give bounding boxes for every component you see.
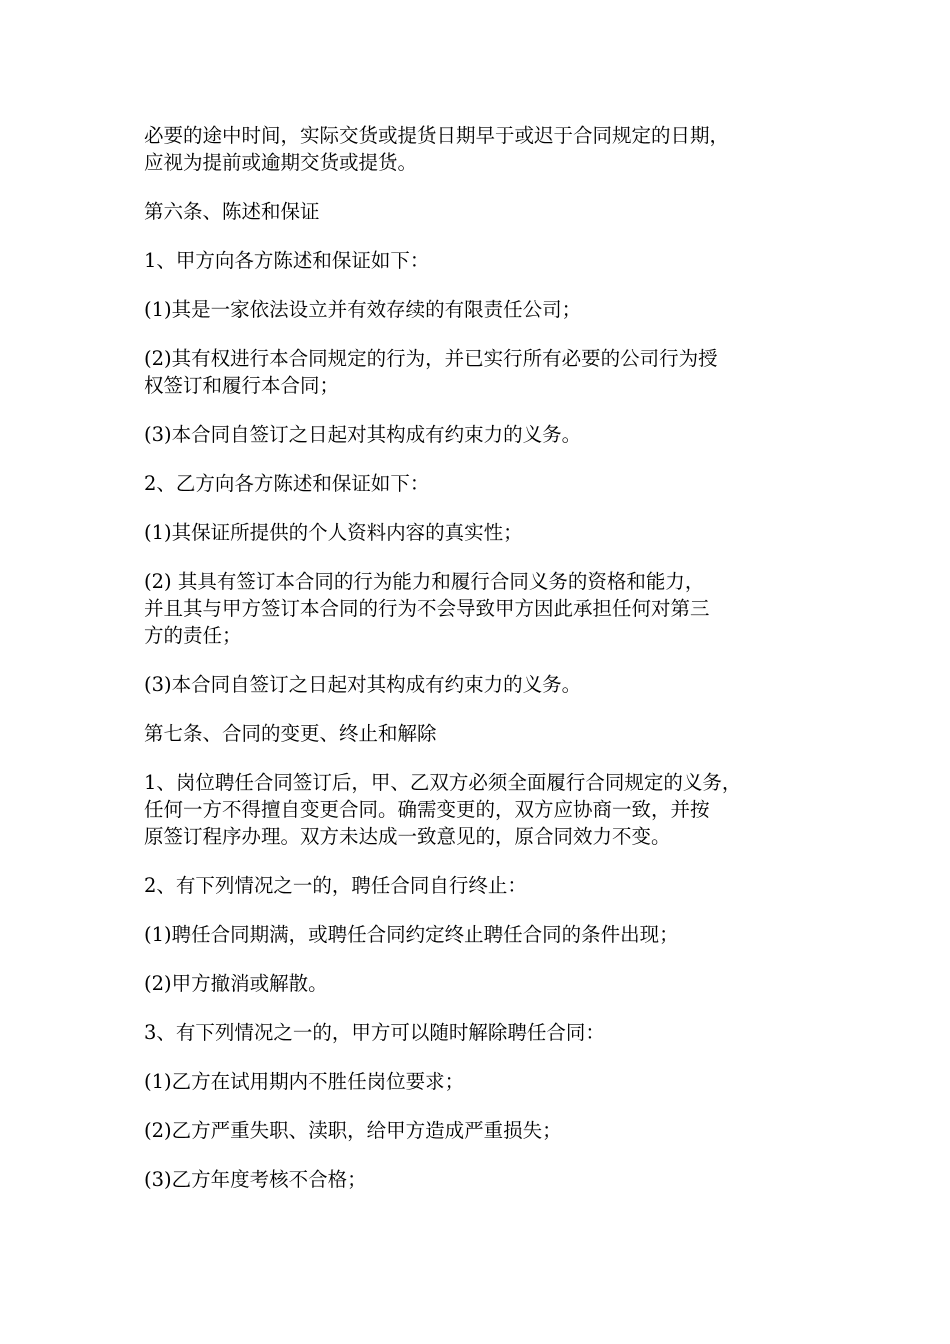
text-line: 2、乙方向各方陈述和保证如下： [144,472,430,495]
text-line: (3)本合同自签订之日起对其构成有约束力的义务。 [144,673,582,696]
paragraph-delivery-time [144,122,844,176]
text-line: 方的责任； [144,624,242,647]
text-line: (1)聘任合同期满，或聘任合同约定终止聘任合同的条件出现； [144,923,679,946]
text-line: 1、岗位聘任合同签订后，甲、乙双方必须全面履行合同规定的义务， [144,771,742,794]
text-line: 2、有下列情况之一的，聘任合同自行终止： [144,874,527,897]
clause-party-b-representations [144,470,844,497]
document-body [144,122,844,1215]
text-line: (3)本合同自签订之日起对其构成有约束力的义务。 [144,423,582,446]
text-line: 权签订和履行本合同； [144,374,340,397]
text-line: (1)其是一家依法设立并有效存续的有限责任公司； [144,298,582,321]
text-line: 原签订程序办理。双方未达成一致意见的，原合同效力不变。 [144,825,671,848]
list-item [144,1166,844,1193]
text-line: 任何一方不得擅自变更合同。确需变更的，双方应协商一致，并按 [144,798,710,821]
list-item [144,671,844,698]
list-item [144,921,844,948]
text-line: (1)乙方在试用期内不胜任岗位要求； [144,1070,465,1093]
list-item [144,568,844,649]
text-line: 并且其与甲方签订本合同的行为不会导致甲方因此承担任何对第三 [144,597,710,620]
list-item [144,519,844,546]
clause-termination-by-party-a [144,1019,844,1046]
text-line: (1)其保证所提供的个人资料内容的真实性； [144,521,523,544]
list-item [144,970,844,997]
list-item [144,345,844,399]
clause-party-a-representations [144,247,844,274]
text-line: 必要的途中时间，实际交货或提货日期早于或迟于合同规定的日期， [144,124,730,147]
text-line: 应视为提前或逾期交货或提货。 [144,151,418,174]
list-item [144,421,844,448]
list-item [144,1068,844,1095]
text-line: (3)乙方年度考核不合格； [144,1168,367,1191]
text-line: 第六条、陈述和保证 [144,200,320,223]
list-item [144,296,844,323]
text-line: 第七条、合同的变更、终止和解除 [144,722,437,745]
text-line: (2) 其具有签订本合同的行为能力和履行合同义务的资格和能力， [144,570,705,593]
clause-contract-modification [144,769,844,850]
section-heading-article-7 [144,720,844,747]
text-line: (2)其有权进行本合同规定的行为，并已实行所有必要的公司行为授 [144,347,718,370]
text-line: (2)乙方严重失职、渎职，给甲方造成严重损失； [144,1119,562,1142]
list-item [144,1117,844,1144]
clause-automatic-termination [144,872,844,899]
text-line: (2)甲方撤消或解散。 [144,972,328,995]
text-line: 1、甲方向各方陈述和保证如下： [144,249,430,272]
text-line: 3、有下列情况之一的，甲方可以随时解除聘任合同： [144,1021,605,1044]
section-heading-article-6 [144,198,844,225]
